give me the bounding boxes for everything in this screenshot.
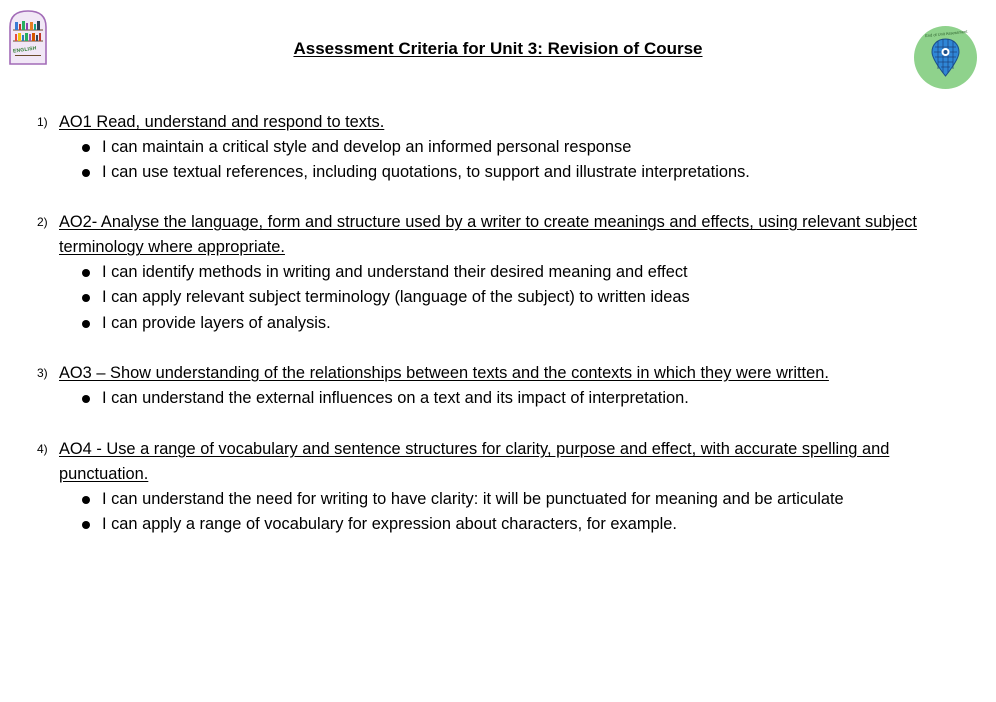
bullet-icon <box>82 144 90 152</box>
bullet-icon <box>82 269 90 277</box>
list-item: I can provide layers of analysis. <box>0 311 996 336</box>
criterion-number: 2) <box>37 215 48 229</box>
criterion-heading: AO2- Analyse the language, form and structure used by a writer to create meanings and effects, using relevant subject terminology where appropriate. <box>59 213 917 257</box>
criterion-bullets <box>0 135 996 186</box>
list-item: I can apply relevant subject terminology (language of the subject) to written ideas <box>0 285 996 310</box>
list-item: I can understand the external influences on a text and its impact of interpretation. <box>0 386 996 411</box>
criterion-heading: AO3 – Show understanding of the relationships between texts and the contexts in which they were written. <box>59 364 829 382</box>
criterion-bullets <box>0 260 996 336</box>
bullet-icon <box>82 521 90 529</box>
list-item: I can understand the need for writing to have clarity: it will be punctuated for meaning and be articulate <box>0 487 996 512</box>
english-logo-text: ENGLISH <box>12 45 37 55</box>
assessment-logo <box>913 25 978 90</box>
criterion-bullets <box>0 386 996 411</box>
assessment-logo-text: End of Unit Assessment <box>924 28 968 39</box>
list-item: I can apply a range of vocabulary for expression about characters, for example. <box>0 512 996 537</box>
bullet-icon <box>82 320 90 328</box>
criterion-heading: AO1 Read, understand and respond to texts. <box>59 113 385 131</box>
criterion-heading: AO4 - Use a range of vocabulary and sentence structures for clarity, purpose and effect, with accurate spelling and punctuation. <box>59 440 890 484</box>
criterion-number: 1) <box>37 115 48 129</box>
list-item: I can maintain a critical style and develop an informed personal response <box>0 135 996 160</box>
criterion-number: 4) <box>37 442 48 456</box>
criterion-number: 3) <box>37 366 48 380</box>
bullet-icon <box>82 169 90 177</box>
bullet-icon <box>82 496 90 504</box>
list-item: I can use textual references, including quotations, to support and illustrate interpretations. <box>0 160 996 185</box>
list-item: I can identify methods in writing and understand their desired meaning and effect <box>0 260 996 285</box>
page-title: Assessment Criteria for Unit 3: Revision of Course <box>293 39 703 58</box>
bullet-icon <box>82 294 90 302</box>
criterion-bullets <box>0 487 996 538</box>
bullet-icon <box>82 395 90 403</box>
